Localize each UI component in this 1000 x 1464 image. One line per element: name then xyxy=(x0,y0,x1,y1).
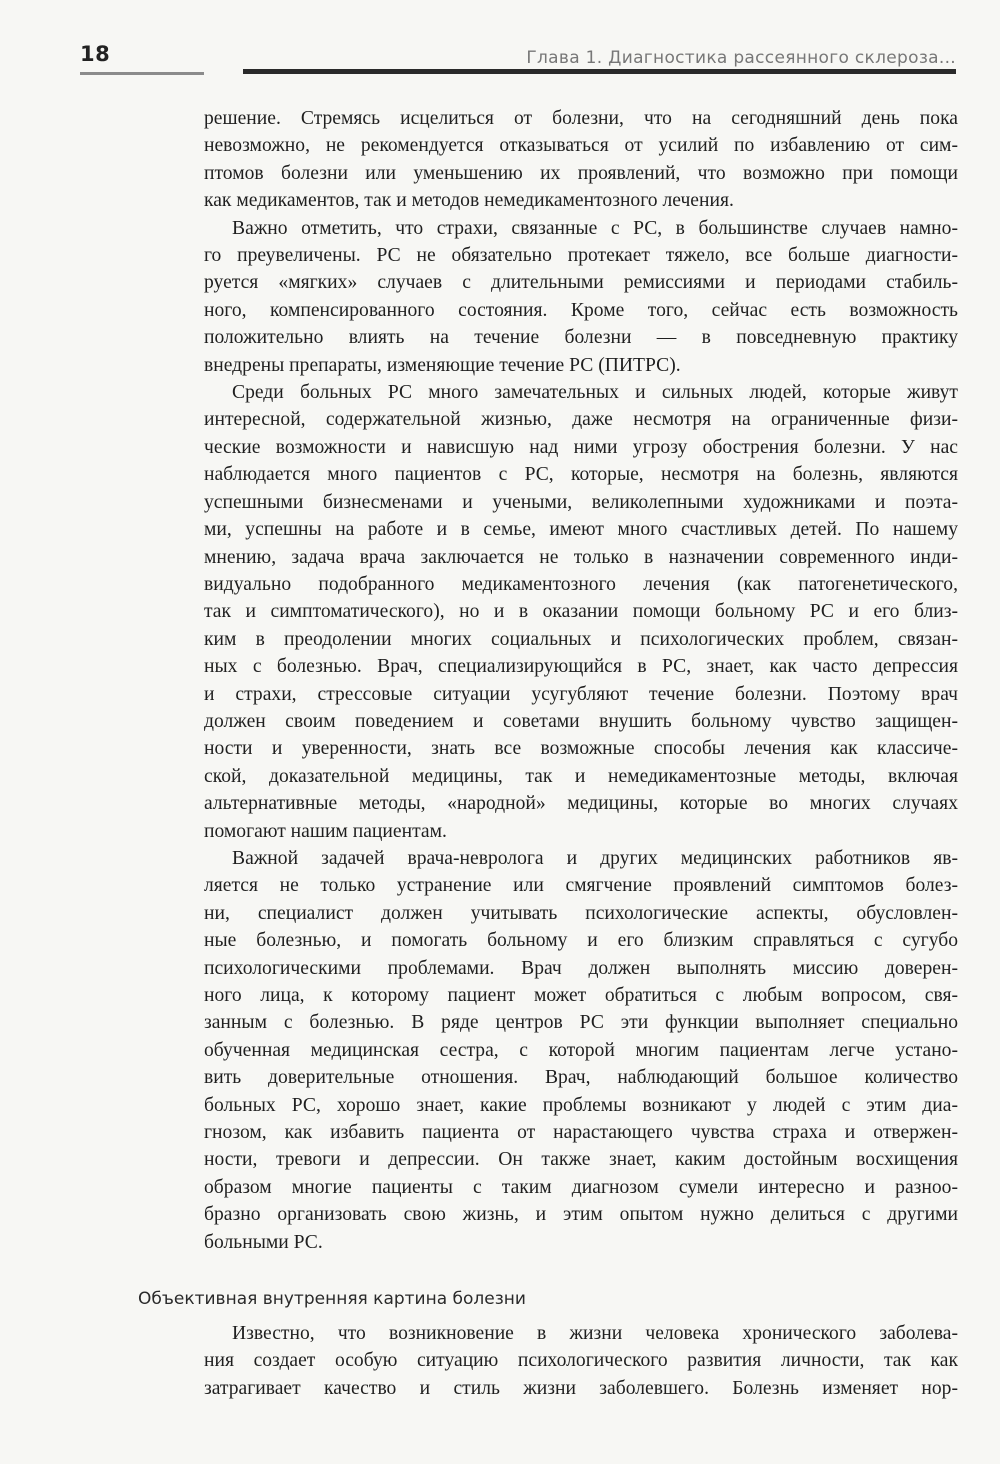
text-line: ния создает особую ситуацию психологического развития личности, так как xyxy=(204,1350,958,1372)
text-line: Важной задачей врача-невролога и других медицинских работников яв- xyxy=(232,847,958,869)
text-line: больными РС. xyxy=(204,1231,323,1253)
text-line: Важно отметить, что страхи, связанные с РС, в большинстве случаев намно- xyxy=(232,217,958,239)
text-line: должен своим поведением и советами внушить больному чувство защищен- xyxy=(204,710,958,732)
text-line: ного, компенсированного состояния. Кроме того, сейчас есть возможность xyxy=(204,299,958,321)
text-line: руется «мягких» случаев с длительными ремиссиями и периодами стабиль- xyxy=(204,272,958,294)
text-line: невозможно, не рекомендуется отказываться от усилий по избавлению от сим- xyxy=(204,135,958,157)
page-header xyxy=(0,0,1000,90)
text-line: так и симптоматического), но и в оказании помощи больному РС и его близ- xyxy=(204,601,958,623)
text-line: вить доверительные отношения. Врач, наблюдающий большое количество xyxy=(204,1067,958,1089)
text-line: ческие возможности и нависшую над ними угрозу обострения болезни. У нас xyxy=(204,436,958,458)
text-line: внедрены препараты, изменяющие течение РС (ПИТРС). xyxy=(204,354,681,376)
text-line: ные болезнью, и помогать больному и его близким справляться с сугубо xyxy=(204,930,958,952)
text-line: альтернативные методы, «народной» медицины, которые во многих случаях xyxy=(204,793,958,815)
text-line: ской, доказательной медицины, так и немедикаментозные методы, включая xyxy=(204,765,958,787)
text-line: ного лица, к которому пациент может обратиться с любым вопросом, свя- xyxy=(204,985,958,1006)
text-line: ляется не только устранение или смягчение проявлений симптомов болез- xyxy=(204,875,958,897)
text-line: бразно организовать свою жизнь, и этим опытом нужно делиться с другими xyxy=(204,1204,958,1226)
text-line: ми, успешны на работе и в семье, имеют много счастливых детей. По нашему xyxy=(204,519,958,541)
body-text xyxy=(204,105,958,1256)
page-number-underline xyxy=(80,72,204,75)
paragraph-1 xyxy=(204,105,958,215)
header-rule xyxy=(243,69,956,74)
text-line: ким в преодолении многих социальных и психологических проблем, связан- xyxy=(204,628,958,650)
paragraph-5 xyxy=(204,1320,958,1402)
text-line: ни, специалист должен учитывать психологические аспекты, обусловлен- xyxy=(204,902,958,924)
section-body-text xyxy=(204,1320,958,1402)
text-line: мнению, задача врача заключается не только в назначении современного инди- xyxy=(204,546,958,568)
text-line: успешными бизнесменами и учеными, великолепными художниками и поэта- xyxy=(204,491,958,513)
text-line: Среди больных РС много замечательных и сильных людей, которые живут xyxy=(232,382,958,404)
text-line: обученная медицинская сестра, с которой многим пациентам легче устано- xyxy=(204,1039,958,1061)
text-line: положительно влиять на течение болезни — в повседневную практику xyxy=(204,327,958,349)
paragraph-3 xyxy=(204,379,958,845)
section-heading: Объективная внутренняя картина болезни xyxy=(138,1289,526,1309)
paragraph-4 xyxy=(204,845,958,1256)
text-line: помогают нашим пациентам. xyxy=(204,820,447,842)
text-line: затрагивает качество и стиль жизни заболевшего. Болезнь изменяет нор- xyxy=(204,1377,958,1399)
text-line: ности и уверенности, знать все возможные способы лечения как классиче- xyxy=(204,738,958,760)
text-line: наблюдается много пациентов с РС, которые, несмотря на болезнь, являются xyxy=(204,464,958,486)
text-line: и страхи, стрессовые ситуации усугубляют течение болезни. Поэтому врач xyxy=(204,683,958,705)
text-line: решение. Стремясь исцелиться от болезни, что на сегодняшний день пока xyxy=(204,108,958,129)
page-number: 18 xyxy=(80,42,111,66)
text-line: психологическими проблемами. Врач должен выполнять миссию доверен- xyxy=(204,957,958,979)
text-line: Известно, что возникновение в жизни человека хронического заболева- xyxy=(232,1323,958,1344)
text-line: образом многие пациенты с таким диагнозом сумели интересно и разноо- xyxy=(204,1176,958,1198)
text-line: ных с болезнью. Врач, специализирующийся в РС, знает, как часто депрессия xyxy=(204,656,958,678)
text-line: гнозом, как избавить пациента от нарастающего чувства страха и отвержен- xyxy=(204,1122,958,1144)
text-line: интересной, содержательной жизнью, даже несмотря на ограниченные физи- xyxy=(204,409,958,431)
text-line: больных РС, хорошо знает, какие проблемы возникают у людей с этим диа- xyxy=(204,1094,958,1116)
text-line: как медикаментов, так и методов немедикаментозного лечения. xyxy=(204,190,734,212)
text-line: ности, тревоги и депрессии. Он также знает, каким достойным восхищения xyxy=(204,1149,958,1171)
text-line: видуально подобранного медикаментозного лечения (как патогенетического, xyxy=(204,573,958,595)
running-chapter-title: Глава 1. Диагностика рассеянного склероза... xyxy=(526,48,956,68)
text-line: го преувеличены. РС не обязательно протекает тяжело, все больше диагности- xyxy=(204,245,958,267)
paragraph-2 xyxy=(204,215,958,379)
text-line: птомов болезни или уменьшению их проявлений, что возможно при помощи xyxy=(204,162,958,184)
text-line: занным с болезнью. В ряде центров РС эти функции выполняет специально xyxy=(204,1012,958,1034)
